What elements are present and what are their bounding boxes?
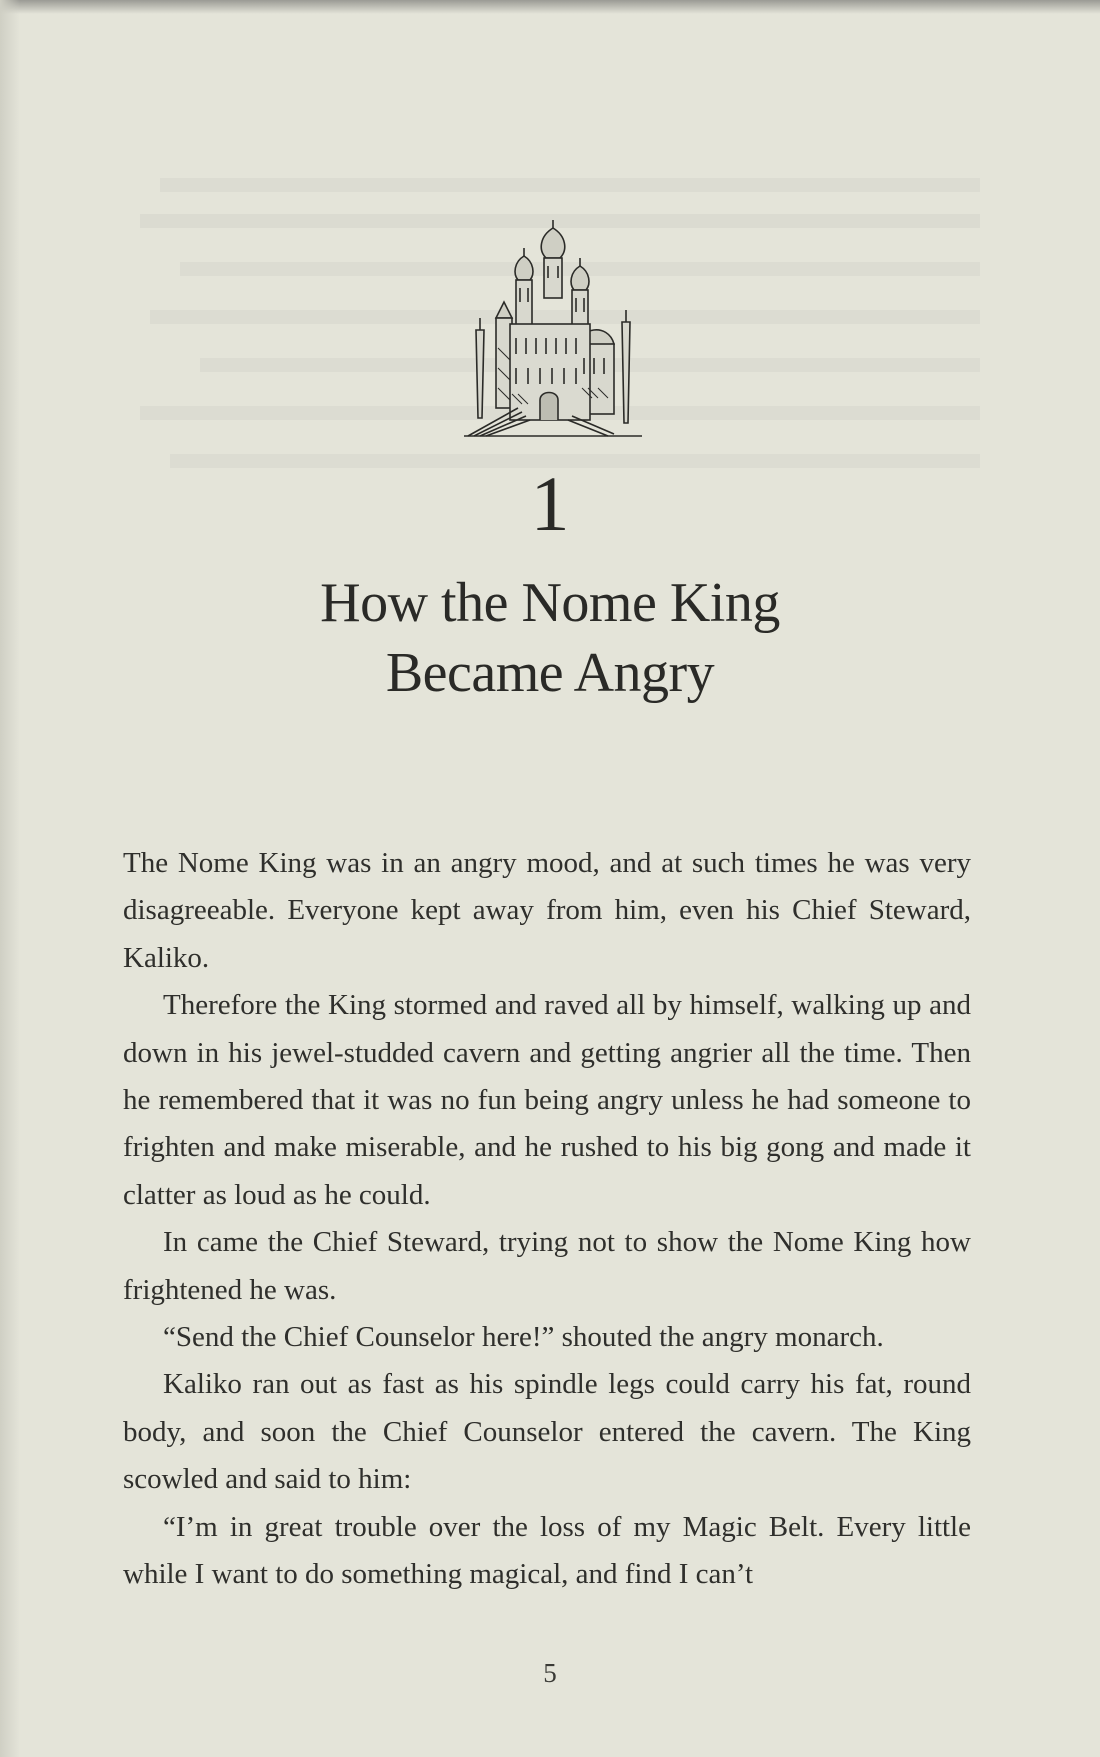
page-top-shadow <box>0 0 1100 14</box>
paragraph: “I’m in great trouble over the loss of my Magic Belt. Every little while I want to do something magical, and find I can’t <box>123 1510 971 1591</box>
chapter-title-line-2: Became Angry <box>385 642 715 704</box>
chapter-body <box>123 840 971 1599</box>
page-gutter-shadow <box>0 0 20 1757</box>
paragraph: “Send the Chief Counselor here!” shouted the angry monarch. <box>163 1321 884 1354</box>
paragraph: The Nome King was in an angry mood, and at such times he was very disagreeable. Everyone kept away from him, even his Chief Steward, Kaliko. <box>123 847 971 974</box>
page-number: 5 <box>543 1658 557 1688</box>
paragraph: In came the Chief Steward, trying not to show the Nome King how frightened he was. <box>123 1226 971 1306</box>
chapter-number: 1 <box>530 460 570 547</box>
paragraph: Kaliko ran out as fast as his spindle legs could carry his fat, round body, and soon the Chief Counselor entered the cavern. The King scowled and said to him: <box>123 1368 971 1496</box>
chapter-title-line-1: How the Nome King <box>320 572 780 634</box>
chapter-title <box>0 568 1100 708</box>
paragraph: Therefore the King stormed and raved all by himself, walking up and down in his jewel-studded cavern and getting angrier all the time. Then he remembered that it was no fun being angry unless he had someone to frighten and make miserable, and he rushed to his big gong and made it clatter as loud as he could. <box>123 989 971 1211</box>
castle-illustration-icon <box>458 218 648 440</box>
